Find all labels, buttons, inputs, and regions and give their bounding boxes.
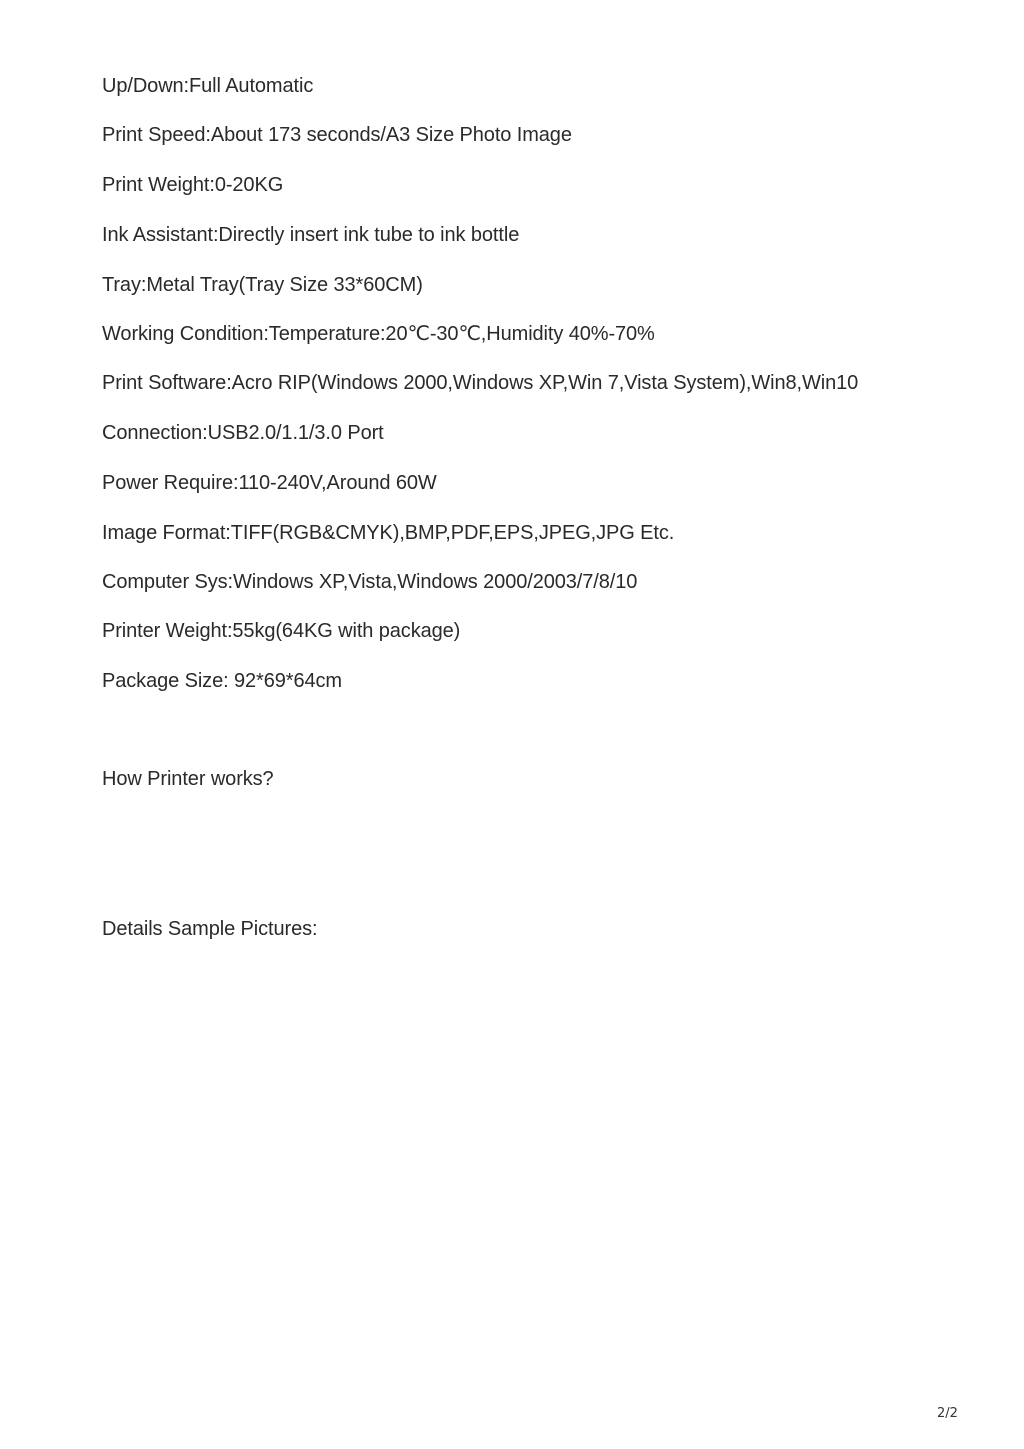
spec-working-condition: Working Condition:Temperature:20℃-30℃,Humidity 40%-70% xyxy=(102,323,655,345)
spec-print-speed: Print Speed:About 173 seconds/A3 Size Photo Image xyxy=(102,124,572,146)
spec-tray: Tray:Metal Tray(Tray Size 33*60CM) xyxy=(102,274,423,296)
spec-print-weight: Print Weight:0-20KG xyxy=(102,174,284,196)
spec-print-software: Print Software:Acro RIP(Windows 2000,Windows XP,Win 7,Vista System),Win8,Win10 xyxy=(102,372,859,394)
spec-image-format: Image Format:TIFF(RGB&CMYK),BMP,PDF,EPS,JPEG,JPG Etc. xyxy=(102,522,675,544)
section-heading-how-works: How Printer works? xyxy=(102,768,274,790)
spec-up-down: Up/Down:Full Automatic xyxy=(102,75,314,97)
section-heading-sample-pictures: Details Sample Pictures: xyxy=(102,918,318,940)
spec-computer-sys: Computer Sys:Windows XP,Vista,Windows 2000/2003/7/8/10 xyxy=(102,571,638,593)
spec-package-size: Package Size: 92*69*64cm xyxy=(102,670,342,692)
spec-printer-weight: Printer Weight:55kg(64KG with package) xyxy=(102,620,461,642)
spec-ink-assistant: Ink Assistant:Directly insert ink tube to ink bottle xyxy=(102,224,520,246)
spec-power-require: Power Require:110-240V,Around 60W xyxy=(102,472,437,494)
page-number: 2/2 xyxy=(937,1406,958,1421)
spec-connection: Connection:USB2.0/1.1/3.0 Port xyxy=(102,422,384,444)
